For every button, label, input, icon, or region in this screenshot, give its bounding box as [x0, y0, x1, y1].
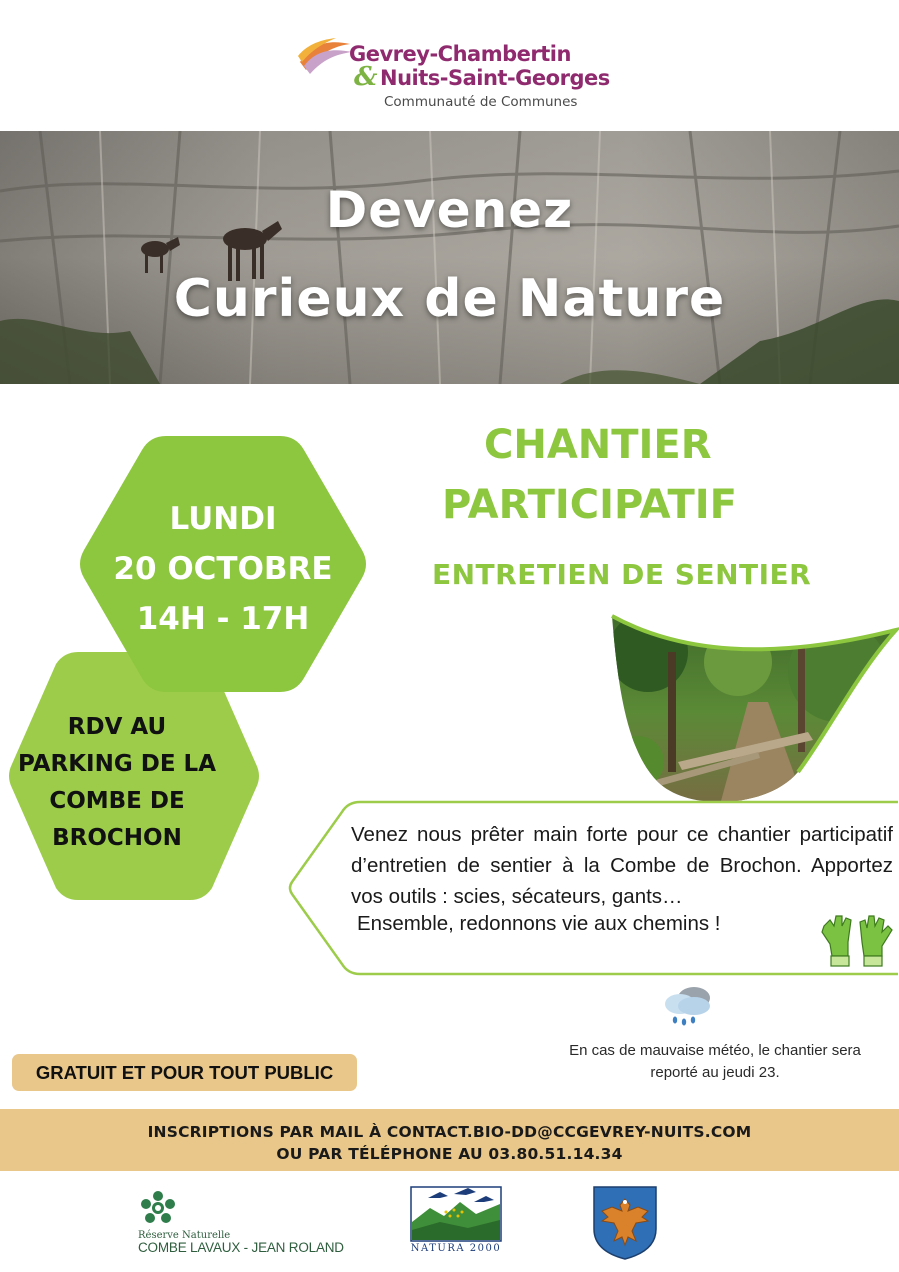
community-logo	[296, 36, 616, 114]
rdv-line-3: COMBE DE	[49, 788, 185, 814]
hero-title-line-1: Devenez	[325, 181, 574, 239]
logo-line-1: Gevrey-Chambertin	[349, 42, 571, 66]
date-time: 14H - 17H	[136, 601, 310, 637]
date-day: LUNDI	[169, 501, 277, 537]
free-badge: GRATUIT ET POUR TOUT PUBLIC	[12, 1054, 357, 1091]
weather-note-line-2: reporté au jeudi 23.	[650, 1064, 780, 1081]
hero-title-line-2: Curieux de Nature	[173, 269, 726, 329]
logo-line-2: Nuits-Saint-Georges	[380, 66, 610, 90]
reserve-logo	[138, 1190, 358, 1260]
natura-logo-icon	[410, 1186, 502, 1242]
rdv-line-1: RDV AU	[67, 714, 167, 740]
eagle-crest-icon	[592, 1185, 658, 1261]
logo-ampersand: &	[354, 62, 378, 92]
date-date: 20 OCTOBRE	[113, 551, 333, 587]
registration-band	[0, 1109, 899, 1171]
forest-path-photo	[608, 612, 899, 812]
rdv-line-2: PARKING DE LA	[17, 751, 217, 777]
wave-logo-icon	[296, 36, 356, 86]
event-subtitle: ENTRETIEN DE SENTIER	[432, 558, 812, 591]
reserve-name: COMBE LAVAUX - JEAN ROLAND	[138, 1240, 344, 1255]
rdv-line-4: BROCHON	[52, 825, 182, 851]
flower-logo-icon	[140, 1190, 176, 1228]
event-title	[442, 415, 737, 535]
description-body: Venez nous prêter main forte pour ce chantier participatif d’entretien de sentier à la Combe de Brochon. Apportez vos outils : scies, sécateurs, gants…	[351, 823, 893, 908]
hero-banner	[0, 131, 899, 384]
cloud-rain-icon	[660, 984, 716, 1030]
date-badge	[76, 432, 370, 696]
registration-line-2: OU PAR TÉLÉPHONE AU 03.80.51.14.34	[276, 1145, 623, 1163]
logo-line-3: Communauté de Communes	[384, 94, 578, 110]
event-title-line-1: CHANTIER	[484, 422, 712, 468]
description-closing: Ensemble, redonnons vie aux chemins !	[357, 912, 721, 935]
event-title-line-2: PARTICIPATIF	[442, 482, 737, 528]
cliff-photo	[0, 131, 899, 384]
natura-label: NATURA 2000	[410, 1243, 502, 1254]
reserve-small-label: Réserve Naturelle	[138, 1230, 231, 1241]
weather-note	[530, 1040, 899, 1084]
gloves-icon	[818, 912, 894, 968]
weather-note-line-1: En cas de mauvaise météo, le chantier sera	[569, 1042, 861, 1059]
registration-line-1: INSCRIPTIONS PAR MAIL À CONTACT.BIO-DD@CCGEVREY-NUITS.COM	[147, 1123, 752, 1141]
